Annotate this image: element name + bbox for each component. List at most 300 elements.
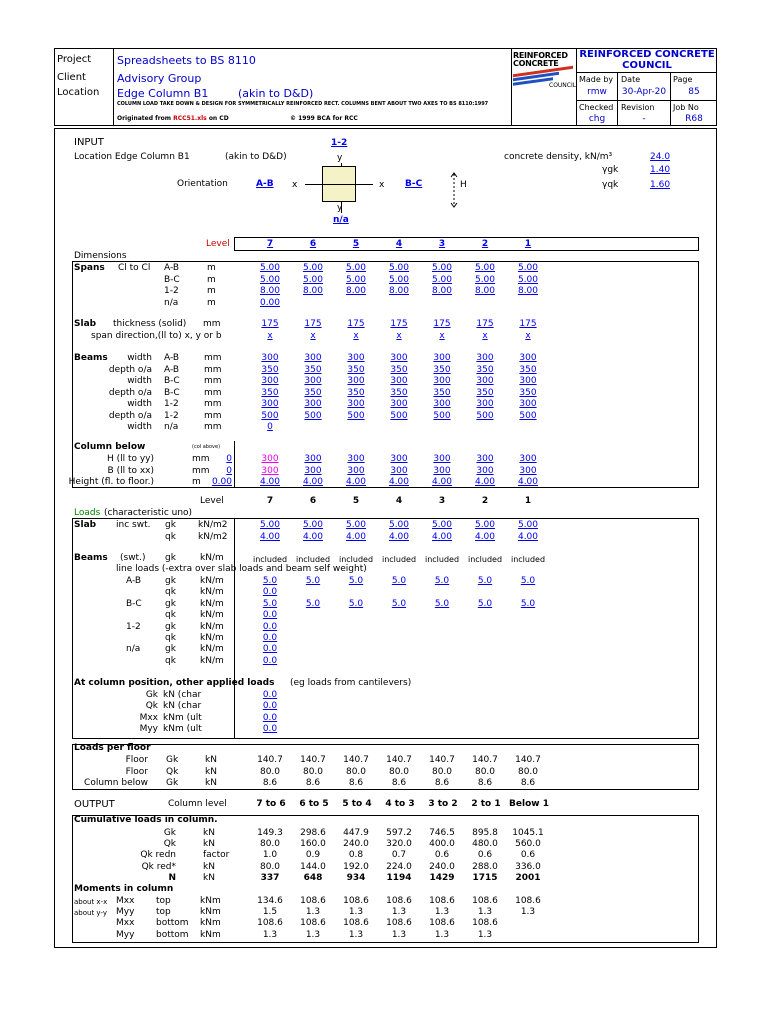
other-load-name: Gk xyxy=(145,690,158,700)
col-below-value[interactable]: 4.00 xyxy=(474,477,496,487)
col-below-value[interactable]: 4.00 xyxy=(431,477,453,487)
grid-top-link[interactable]: 1-2 xyxy=(331,138,348,148)
col-row-unit: mm xyxy=(192,454,210,464)
beam-row-name: width xyxy=(127,399,152,409)
span-value[interactable]: 5.00 xyxy=(302,263,324,273)
col-below-value[interactable]: 300 xyxy=(347,465,365,476)
moment-value: 1.3 xyxy=(305,907,321,918)
beam-value[interactable]: 300 xyxy=(519,376,537,386)
moment-value: 1.3 xyxy=(348,929,364,940)
line-load-name: qk xyxy=(165,633,176,643)
line-load-value[interactable]: 5.0 xyxy=(348,598,364,609)
span-value[interactable]: 5.00 xyxy=(388,263,410,273)
load-slab-name: gk xyxy=(165,520,176,530)
line-load-name: gk xyxy=(165,621,176,632)
load-slab-value[interactable]: 4.00 xyxy=(431,531,453,542)
span-value[interactable]: 5.00 xyxy=(431,274,453,285)
col-below-value[interactable]: 300 xyxy=(261,465,279,476)
col-row-unit: mm xyxy=(192,465,210,476)
cum-value: 298.6 xyxy=(300,828,326,838)
load-slab-unit: kN/m2 xyxy=(198,520,228,530)
span-value[interactable]: 5.00 xyxy=(474,263,496,273)
span-value[interactable]: 5.00 xyxy=(517,274,539,285)
moment-value: 1.3 xyxy=(434,907,450,918)
grid-x-right: x xyxy=(379,180,385,190)
load-slab-value[interactable]: 5.00 xyxy=(302,520,324,530)
cum-value: 400.0 xyxy=(429,839,455,850)
cum-row-name: Qk xyxy=(163,839,176,850)
per-floor-value: 8.6 xyxy=(520,778,536,788)
col-below-value[interactable]: 4.00 xyxy=(259,477,281,487)
rcc-logo: REINFORCED CONCRETE COUNCIL xyxy=(513,51,577,89)
col-above-label: (col above) xyxy=(192,444,221,450)
moment-value: 108.6 xyxy=(343,918,369,929)
cum-value: 597.2 xyxy=(386,828,412,838)
per-floor-value: 140.7 xyxy=(515,755,541,765)
other-loads-note: (eg loads from cantilevers) xyxy=(290,678,412,688)
page-label: Page xyxy=(673,75,693,84)
load-slab-value[interactable]: 4.00 xyxy=(259,531,281,542)
beam-value[interactable]: 350 xyxy=(476,364,494,375)
col-above-value[interactable]: 0 xyxy=(226,454,232,464)
col-below-value[interactable]: 4.00 xyxy=(388,477,410,487)
slab-direction-value[interactable]: x xyxy=(482,331,488,341)
span-value[interactable]: 5.00 xyxy=(474,274,496,285)
line-load-grid: B-C xyxy=(126,598,142,609)
load-beams-gk: gk xyxy=(165,553,176,563)
line-load-name: qk xyxy=(165,610,176,621)
beam-value[interactable]: 300 xyxy=(304,353,322,363)
beam-value[interactable]: 350 xyxy=(433,364,451,375)
load-slab-value[interactable]: 5.00 xyxy=(431,520,453,530)
level-number[interactable]: 4 xyxy=(395,239,403,249)
load-slab-name: qk xyxy=(165,531,176,542)
per-floor-unit: kN xyxy=(205,778,217,788)
per-floor-title: Loads per floor xyxy=(74,743,151,753)
col-below-value[interactable]: 300 xyxy=(433,454,451,464)
beam-value[interactable]: 300 xyxy=(261,376,279,386)
gamma-gk-label: γgk xyxy=(602,165,619,175)
beam-value[interactable]: 350 xyxy=(347,387,365,398)
made-by-label: Made by xyxy=(579,75,614,84)
level-number[interactable]: 7 xyxy=(266,239,274,249)
beam-row-grid: A-B xyxy=(164,364,180,375)
col-below-value[interactable]: 300 xyxy=(519,465,537,476)
span-value[interactable]: 8.00 xyxy=(474,286,496,296)
line-load-value[interactable]: 0.0 xyxy=(262,621,278,632)
revision-value: - xyxy=(642,114,646,124)
cum-value: 149.3 xyxy=(257,828,283,838)
slab-direction-value[interactable]: x xyxy=(310,331,316,341)
load-slab-value[interactable]: 4.00 xyxy=(345,531,367,542)
beam-value[interactable]: 0 xyxy=(267,422,273,432)
moment-value: 108.6 xyxy=(343,896,369,906)
h-arrow-icon xyxy=(449,172,459,208)
cum-value: 0.7 xyxy=(391,850,407,861)
beam-value[interactable]: 350 xyxy=(390,387,408,398)
density-label: concrete density, kN/m³ xyxy=(504,152,613,162)
moment-value: 108.6 xyxy=(386,896,412,906)
beam-value[interactable]: 300 xyxy=(476,376,494,386)
level-number: 4 xyxy=(395,496,403,506)
beam-value[interactable]: 350 xyxy=(347,364,365,375)
per-floor-value: 140.7 xyxy=(300,755,326,765)
beam-value[interactable]: 300 xyxy=(347,399,365,409)
beam-value[interactable]: 300 xyxy=(304,399,322,409)
slab-thickness-value[interactable]: 175 xyxy=(519,319,537,329)
beam-value[interactable]: 350 xyxy=(519,387,537,398)
beam-row-name: depth o/a xyxy=(108,387,152,398)
spans-label: Spans xyxy=(74,263,105,273)
beam-value[interactable]: 300 xyxy=(390,376,408,386)
cum-value: 934 xyxy=(346,872,366,883)
line-load-value[interactable]: 0.0 xyxy=(262,644,278,655)
column-level: 6 to 5 xyxy=(299,799,329,809)
col-below-value[interactable]: 4.00 xyxy=(345,477,367,487)
density-value[interactable]: 24.0 xyxy=(650,152,671,162)
beam-swt-value: included xyxy=(510,555,546,564)
slab-direction-value[interactable]: x xyxy=(353,331,359,341)
load-slab-value[interactable]: 4.00 xyxy=(474,531,496,542)
per-floor-value: 80.0 xyxy=(431,766,453,777)
slab-direction-value[interactable]: x xyxy=(439,331,445,341)
load-slab-value[interactable]: 4.00 xyxy=(517,531,539,542)
beam-swt-value: included xyxy=(381,555,417,564)
beam-value[interactable]: 350 xyxy=(433,387,451,398)
moment-axis: about y-y xyxy=(74,909,107,918)
col-below-value[interactable]: 4.00 xyxy=(517,477,539,487)
other-load-unit: kN (char xyxy=(163,701,202,712)
cum-value: 0.6 xyxy=(477,850,493,861)
other-load-value[interactable]: 0.0 xyxy=(262,701,278,712)
beam-row-name: width xyxy=(127,353,152,363)
cum-value: 240.0 xyxy=(429,861,455,872)
beam-row-unit: mm xyxy=(204,410,222,421)
slab-thickness-value[interactable]: 175 xyxy=(390,319,408,329)
line-load-name: gk xyxy=(165,576,176,586)
beam-row-unit: mm xyxy=(204,399,222,409)
other-loads-title: At column position, other applied loads xyxy=(74,678,275,688)
line-load-value[interactable]: 0.0 xyxy=(262,610,278,621)
col-below-value[interactable]: 300 xyxy=(347,454,365,464)
beam-value[interactable]: 300 xyxy=(433,376,451,386)
beam-value[interactable]: 500 xyxy=(519,410,537,421)
col-below-label: Column below xyxy=(74,442,146,452)
level-number[interactable]: 5 xyxy=(352,239,360,249)
h-label: H xyxy=(460,180,467,190)
beam-value[interactable]: 300 xyxy=(390,353,408,363)
col-below-value[interactable]: 300 xyxy=(433,465,451,476)
input-location: Location Edge Column B1 xyxy=(74,152,190,162)
gamma-qk-label: γqk xyxy=(602,180,619,190)
beam-swt-value: included xyxy=(252,555,288,564)
beam-row-name: depth o/a xyxy=(108,364,152,375)
line-load-value[interactable]: 5.0 xyxy=(262,576,278,586)
beam-value[interactable]: 300 xyxy=(390,399,408,409)
line-load-value[interactable]: 5.0 xyxy=(477,576,493,586)
moment-value: 1.3 xyxy=(520,907,536,918)
beam-value[interactable]: 300 xyxy=(347,376,365,386)
span-value[interactable]: 5.00 xyxy=(517,263,539,273)
gamma-qk-value[interactable]: 1.60 xyxy=(650,180,671,190)
per-floor-name: Floor xyxy=(125,755,148,765)
beam-value[interactable]: 500 xyxy=(304,410,322,421)
other-load-value[interactable]: 0.0 xyxy=(262,712,278,723)
location-note: (akin to D&D) xyxy=(238,87,314,100)
beam-value[interactable]: 300 xyxy=(519,353,537,363)
span-value[interactable]: 5.00 xyxy=(345,263,367,273)
per-floor-value: 80.0 xyxy=(259,766,281,777)
cum-value: 0.6 xyxy=(434,850,450,861)
line-load-value[interactable]: 5.0 xyxy=(434,576,450,586)
loads-title: Loads xyxy=(74,508,101,518)
beam-value[interactable]: 500 xyxy=(476,410,494,421)
beam-value[interactable]: 350 xyxy=(261,387,279,398)
span-value[interactable]: 8.00 xyxy=(345,286,367,296)
beam-row-unit: mm xyxy=(204,353,222,363)
col-below-value[interactable]: 4.00 xyxy=(302,477,324,487)
line-load-value[interactable]: 5.0 xyxy=(520,576,536,586)
beam-value[interactable]: 300 xyxy=(519,399,537,409)
level-number[interactable]: 1 xyxy=(524,239,532,249)
level-number: 7 xyxy=(266,496,274,506)
cum-row-name: Qk redn xyxy=(140,850,176,861)
loads-subtitle: (characteristic uno) xyxy=(104,508,193,518)
span-value[interactable]: 0.00 xyxy=(259,297,281,308)
line-load-value[interactable]: 5.0 xyxy=(305,576,321,586)
description: COLUMN LOAD TAKE DOWN & DESIGN FOR SYMMETRICALLY REINFORCED RECT. COLUMNS BENT ABOUT TWO AXES TO BS 8110:1997 xyxy=(117,101,489,107)
line-load-name: gk xyxy=(165,644,176,655)
per-floor-value: 140.7 xyxy=(343,755,369,765)
line-load-value[interactable]: 5.0 xyxy=(305,598,321,609)
cum-row-unit: kN xyxy=(203,861,215,872)
beam-swt-value: included xyxy=(424,555,460,564)
cum-row-name: Qk red* xyxy=(141,861,176,872)
dimensions-title: Dimensions xyxy=(74,251,127,261)
moment-name: Mxx xyxy=(116,896,135,906)
project-value: Spreadsheets to BS 8110 xyxy=(117,54,256,67)
beam-value[interactable]: 300 xyxy=(304,376,322,386)
line-load-value[interactable]: 5.0 xyxy=(520,598,536,609)
grid-right-link[interactable]: B-C xyxy=(405,179,423,189)
level-number[interactable]: 2 xyxy=(481,239,489,249)
span-value[interactable]: 5.00 xyxy=(388,274,410,285)
line-loads-label: line loads (-extra over slab loads and beam self weight) xyxy=(116,564,367,574)
line-load-value[interactable]: 5.0 xyxy=(477,598,493,609)
moment-value: 108.6 xyxy=(429,896,455,906)
line-load-value[interactable]: 0.0 xyxy=(262,633,278,643)
col-below-value[interactable]: 300 xyxy=(390,454,408,464)
cum-value: 336.0 xyxy=(515,861,541,872)
moment-name: Mxx xyxy=(116,918,135,929)
cum-value: 560.0 xyxy=(515,839,541,850)
span-value[interactable]: 5.00 xyxy=(259,263,281,273)
per-floor-value: 8.6 xyxy=(262,778,278,788)
col-above-value[interactable]: 0.00 xyxy=(211,477,232,487)
slab-direction-value[interactable]: x xyxy=(396,331,402,341)
beam-value[interactable]: 500 xyxy=(347,410,365,421)
checked-value: chg xyxy=(588,114,606,124)
level-number: 3 xyxy=(438,496,446,506)
load-slab-value[interactable]: 5.00 xyxy=(474,520,496,530)
col-below-value[interactable]: 300 xyxy=(261,454,279,464)
beam-row-grid: 1-2 xyxy=(164,410,179,421)
col-below-value[interactable]: 300 xyxy=(519,454,537,464)
load-slab-value[interactable]: 5.00 xyxy=(388,520,410,530)
beam-value[interactable]: 300 xyxy=(433,353,451,363)
slab-thickness-value[interactable]: 175 xyxy=(476,319,494,329)
beam-value[interactable]: 300 xyxy=(476,399,494,409)
other-load-unit: kN (char xyxy=(163,690,202,700)
moment-value: 108.6 xyxy=(300,918,326,929)
cum-value: 144.0 xyxy=(300,861,326,872)
beam-row-grid: B-C xyxy=(164,376,180,386)
moment-value: 1.3 xyxy=(477,907,493,918)
beam-value[interactable]: 300 xyxy=(261,399,279,409)
load-slab-sub: inc swt. xyxy=(116,520,151,530)
line-load-value[interactable]: 0.0 xyxy=(262,655,278,666)
beam-value[interactable]: 350 xyxy=(390,364,408,375)
load-beams-label: Beams xyxy=(74,553,108,563)
span-unit: m xyxy=(207,286,216,296)
page-value: 85 xyxy=(688,87,700,97)
col-below-value[interactable]: 300 xyxy=(476,465,494,476)
other-load-value[interactable]: 0.0 xyxy=(262,724,278,735)
span-value[interactable]: 5.00 xyxy=(302,274,324,285)
slab-thickness-value[interactable]: 175 xyxy=(304,319,322,329)
col-below-value[interactable]: 300 xyxy=(304,465,322,476)
beam-value[interactable]: 300 xyxy=(476,353,494,363)
beam-value[interactable]: 350 xyxy=(304,364,322,375)
location-label: Location xyxy=(57,87,100,98)
level-number[interactable]: 6 xyxy=(309,239,317,249)
span-value[interactable]: 8.00 xyxy=(259,286,281,296)
moment-value: 1.3 xyxy=(477,929,493,940)
cum-value: 0.9 xyxy=(305,850,321,861)
column-level: 4 to 3 xyxy=(385,799,415,809)
level-number: 1 xyxy=(524,496,532,506)
load-slab-value[interactable]: 5.00 xyxy=(259,520,281,530)
level-label: Level xyxy=(206,239,230,249)
load-slab-value[interactable]: 5.00 xyxy=(345,520,367,530)
other-load-name: Qk xyxy=(145,701,158,712)
level-number: 5 xyxy=(352,496,360,506)
line-load-value[interactable]: 5.0 xyxy=(391,576,407,586)
column-level: 2 to 1 xyxy=(471,799,501,809)
beam-swt-value: included xyxy=(338,555,374,564)
beam-value[interactable]: 500 xyxy=(261,410,279,421)
org-name: REINFORCED CONCRETE COUNCIL xyxy=(579,49,715,71)
moment-value: 1.3 xyxy=(348,907,364,918)
beam-value[interactable]: 350 xyxy=(261,364,279,375)
span-value[interactable]: 5.00 xyxy=(345,274,367,285)
line-load-unit: kN/m xyxy=(200,644,224,655)
span-value[interactable]: 8.00 xyxy=(517,286,539,296)
grid-y-top: y xyxy=(337,153,343,163)
grid-x-left: x xyxy=(292,180,298,190)
line-load-unit: kN/m xyxy=(200,576,224,586)
span-value[interactable]: 8.00 xyxy=(388,286,410,296)
col-above-value[interactable]: 0 xyxy=(226,465,232,476)
load-slab-value[interactable]: 4.00 xyxy=(302,531,324,542)
per-floor-value: 8.6 xyxy=(477,778,493,788)
span-value[interactable]: 8.00 xyxy=(302,286,324,296)
line-load-value[interactable]: 5.0 xyxy=(262,598,278,609)
beam-value[interactable]: 350 xyxy=(519,364,537,375)
beam-value[interactable]: 500 xyxy=(390,410,408,421)
column-level: Below 1 xyxy=(509,799,549,809)
load-slab-label: Slab xyxy=(74,520,97,530)
cum-value: 1045.1 xyxy=(512,828,544,838)
slab-direction-value[interactable]: x xyxy=(267,331,273,341)
line-load-value[interactable]: 5.0 xyxy=(348,576,364,586)
other-load-unit: kNm (ult xyxy=(163,724,202,735)
slab-dir-label: span direction,(ll to) x, y or b xyxy=(91,331,222,341)
slab-thickness-value[interactable]: 175 xyxy=(347,319,365,329)
slab-direction-value[interactable]: x xyxy=(525,331,531,341)
cum-value: 447.9 xyxy=(343,828,369,838)
beam-row-grid: 1-2 xyxy=(164,399,179,409)
slab-thickness-value[interactable]: 175 xyxy=(261,319,279,329)
slab-thickness-value[interactable]: 175 xyxy=(433,319,451,329)
moment-unit: kNm xyxy=(200,929,221,940)
cum-row-name: N xyxy=(168,872,176,883)
col-below-value[interactable]: 300 xyxy=(390,465,408,476)
cum-value: 2001 xyxy=(515,872,541,883)
grid-left-link[interactable]: A-B xyxy=(256,179,274,189)
line-load-value[interactable]: 0.0 xyxy=(262,587,278,598)
load-slab-value[interactable]: 4.00 xyxy=(388,531,410,542)
line-load-grid: 1-2 xyxy=(126,621,141,632)
column-level: 5 to 4 xyxy=(342,799,372,809)
line-load-value[interactable]: 5.0 xyxy=(434,598,450,609)
line-load-name: qk xyxy=(165,587,176,598)
col-below-value[interactable]: 300 xyxy=(304,454,322,464)
span-value[interactable]: 8.00 xyxy=(431,286,453,296)
gamma-gk-value[interactable]: 1.40 xyxy=(650,165,671,175)
beam-value[interactable]: 350 xyxy=(304,387,322,398)
beam-value[interactable]: 300 xyxy=(347,353,365,363)
col-below-value[interactable]: 300 xyxy=(476,454,494,464)
per-floor-sub: Gk xyxy=(166,778,179,788)
cum-value: 1.0 xyxy=(262,850,278,861)
beam-value[interactable]: 500 xyxy=(433,410,451,421)
span-name: n/a xyxy=(164,297,179,308)
line-load-name: gk xyxy=(165,598,176,609)
moment-value: 1.3 xyxy=(391,907,407,918)
moment-value: 108.6 xyxy=(515,896,541,906)
moment-value: 1.3 xyxy=(391,929,407,940)
other-load-value[interactable]: 0.0 xyxy=(262,690,278,700)
per-floor-value: 8.6 xyxy=(348,778,364,788)
grid-bottom-link[interactable]: n/a xyxy=(333,215,349,225)
beam-value[interactable]: 300 xyxy=(261,353,279,363)
cum-value: 192.0 xyxy=(343,861,369,872)
beam-value[interactable]: 350 xyxy=(476,387,494,398)
cum-value: 480.0 xyxy=(472,839,498,850)
load-slab-value[interactable]: 5.00 xyxy=(517,520,539,530)
span-value[interactable]: 5.00 xyxy=(259,274,281,285)
beam-value[interactable]: 300 xyxy=(433,399,451,409)
span-value[interactable]: 5.00 xyxy=(431,263,453,273)
other-load-unit: kNm (ult xyxy=(163,712,202,723)
line-load-value[interactable]: 5.0 xyxy=(391,598,407,609)
span-unit: m xyxy=(207,274,216,285)
slab-thk-label: thickness (solid) xyxy=(113,319,187,329)
slab-thk-unit: mm xyxy=(203,319,221,329)
moments-title: Moments in column xyxy=(74,884,174,894)
level-number[interactable]: 3 xyxy=(438,239,446,249)
